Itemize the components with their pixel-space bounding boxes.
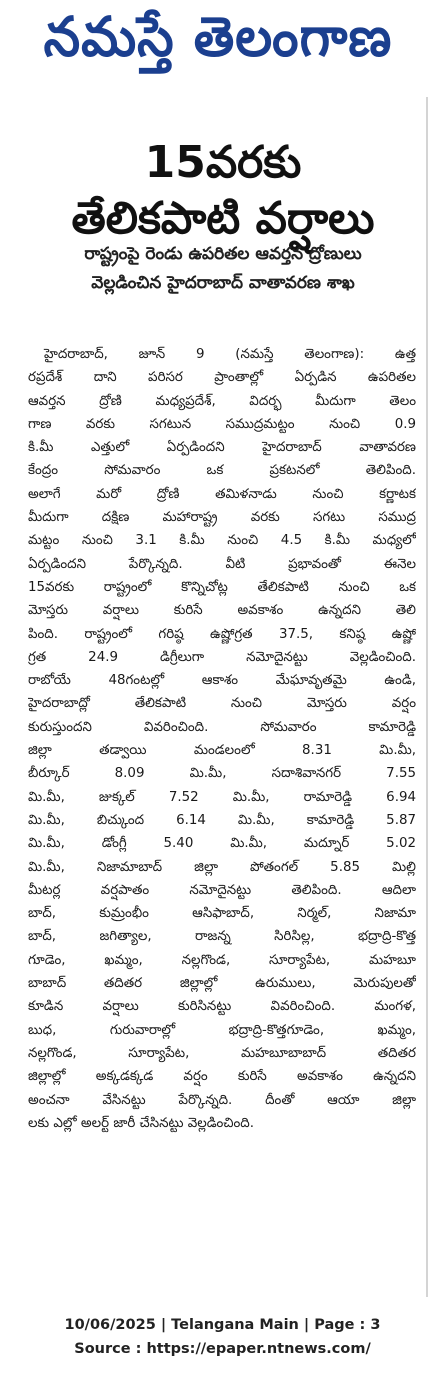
article-body-line: లకు ఎల్లో అలర్ట్ జారీ చేసినట్టు వెల్లడించింది. <box>28 1115 255 1131</box>
article-body-line: అలాగే మరో ద్రోణి తమిళనాడు నుంచి కర్ణాటక <box>28 486 416 502</box>
article-body-line: కి.మీ ఎత్తులో ఏర్పడిందని హైదరాబాద్ వాతావరణ <box>28 440 416 456</box>
article-body-line: మీటర్ల వర్షపాతం నమోదైనట్టు తెలిపింది. ఆదిలా <box>28 882 416 898</box>
article-body-line: హైదరాబాద్, జూన్ 9 (నమస్తే తెలంగాణ): ఉత్త <box>44 347 416 362</box>
article-body-line: మోస్తరు వర్షాలు కురిసే అవకాశం ఉన్నదని తెలి <box>28 603 416 619</box>
article-body-line: గ్రత 24.9 డిగ్రీలుగా నమోదైనట్టు వెల్లడించింది. <box>28 649 416 665</box>
subheadline-line-2: వెల్లడించిన హైదరాబాద్ వాతావరణ శాఖ <box>91 273 355 293</box>
article-body-line: మి.మీ, డోంగ్లీ 5.40 మి.మీ, మద్నూర్ 5.02 <box>28 836 416 852</box>
article-body-line: రప్రదేశ్ దాని పరిసర ప్రాంతాల్లో ఏర్పడిన ఉపరితల <box>28 370 416 386</box>
article-body-line: హైదరాబాద్లో తేలికపాటి నుంచి మోస్తరు వర్షం <box>28 696 416 712</box>
article-body-line: కురుస్తుందని వివరించింది. సోమవారం కామారెడ్డి <box>28 719 416 735</box>
article-body-line: నల్లగొండ, సూర్యాపేట, మహబూబాబాద్ తదితర <box>28 1045 416 1061</box>
article-headline <box>18 135 428 247</box>
article-body-line: బీర్కూర్ 8.09 మి.మీ, సదాశివానగర్ 7.55 <box>28 766 416 782</box>
headline-line-1: 15వరకు <box>144 137 302 188</box>
article-body-line: జిల్లా తడ్వాయి మండలంలో 8.31 మి.మీ, <box>28 743 416 759</box>
article-body-line: కూడిన వర్షాలు కురిసినట్టు వివరించింది. మంగళ, <box>28 999 416 1015</box>
article-body-line: ఏర్పడిందని పేర్కొన్నది. వీటి ప్రభావంతో ఈనెల <box>28 556 416 572</box>
article-body-line: బాద్, జగిత్యాల, రాజన్న సిరిసిల్ల, భద్రాద్రి-కొత్త <box>28 929 416 945</box>
newspaper-masthead <box>18 5 418 80</box>
article-body-line: పింది. రాష్ట్రంలో గరిష్ఠ ఉష్ణోగ్రత 37.5, కనిష్ఠ ఉష్ణో <box>28 626 416 642</box>
article-body-line: ఆవర్తన ద్రోణి మధ్యప్రదేశ్, విదర్భ మీదుగా తెలం <box>28 393 416 409</box>
article-body-line: 15వరకు రాష్ట్రంలో కొన్నిచోట్ల తేలికపాటి నుంచి ఒక <box>28 579 416 595</box>
article-body-line: మి.మీ, బిచ్కుంద 6.14 మి.మీ, కామారెడ్డి 5.87 <box>28 812 416 828</box>
footer-source: Source : https://epaper.ntnews.com/ <box>74 1341 371 1357</box>
article-body-line: బాద్, కుమ్రంభీం ఆసిఫాబాద్, నిర్మల్, నిజామా <box>28 906 416 922</box>
article-body-line: మీదుగా దక్షిణ మహారాష్ట్ర వరకు సగటు సముద్ర <box>28 510 416 526</box>
subheadline-line-1: రాష్ట్రంపై రెండు ఉపరితల ఆవర్తన ద్రోణులు <box>84 244 362 264</box>
article-body-line: బుధ, గురువారాల్లో భద్రాద్రి-కొత్తగూడెం, ఖమ్మం, <box>28 1022 416 1038</box>
article-body-line: గూడెం, ఖమ్మం, నల్లగొండ, సూర్యాపేట, మహబూ <box>28 952 416 968</box>
article-body-line: రాబోయే 48గంటల్లో ఆకాశం మేఘావృతమై ఉండి, <box>28 673 416 689</box>
masthead-title: నమస్తే తెలంగాణ <box>43 5 393 69</box>
article-body-line: బాబాద్ తదితర జిల్లాల్లో ఉరుములు, మెరుపులతో <box>28 976 416 992</box>
page-footer <box>0 1313 445 1361</box>
article-body-line: మి.మీ, జుక్కల్ 7.52 మి.మీ, రామారెడ్డి 6.94 <box>28 789 416 805</box>
article-subheadline <box>18 240 428 298</box>
footer-edition-info: 10/06/2025 | Telangana Main | Page : 3 <box>64 1317 381 1333</box>
article-body-line: గాణ వరకు సగటున సముద్రమట్టం నుంచి 0.9 <box>28 416 416 432</box>
article-body-line: మట్టం నుంచి 3.1 కి.మీ నుంచి 4.5 కి.మీ మధ్యలో <box>28 533 416 549</box>
article-body-line: అంచనా వేసినట్టు పేర్కొన్నది. దీంతో ఆయా జిల్లా <box>28 1092 416 1108</box>
article-body-line: జిల్లాల్లో అక్కడక్కడ వర్షం కురిసే అవకాశం ఉన్నదని <box>28 1069 416 1085</box>
article-body-line: కేంద్రం సోమవారం ఒక ప్రకటనలో తెలిపింది. <box>28 463 416 479</box>
article-body <box>28 343 416 1135</box>
article-clipping <box>18 97 428 1297</box>
headline-line-2: తేలికపాటి వర్షాలు <box>71 193 375 244</box>
article-body-line: మి.మీ, నిజామాబాద్ జిల్లా పోతంగల్ 5.85 మిల్లి <box>28 859 416 875</box>
